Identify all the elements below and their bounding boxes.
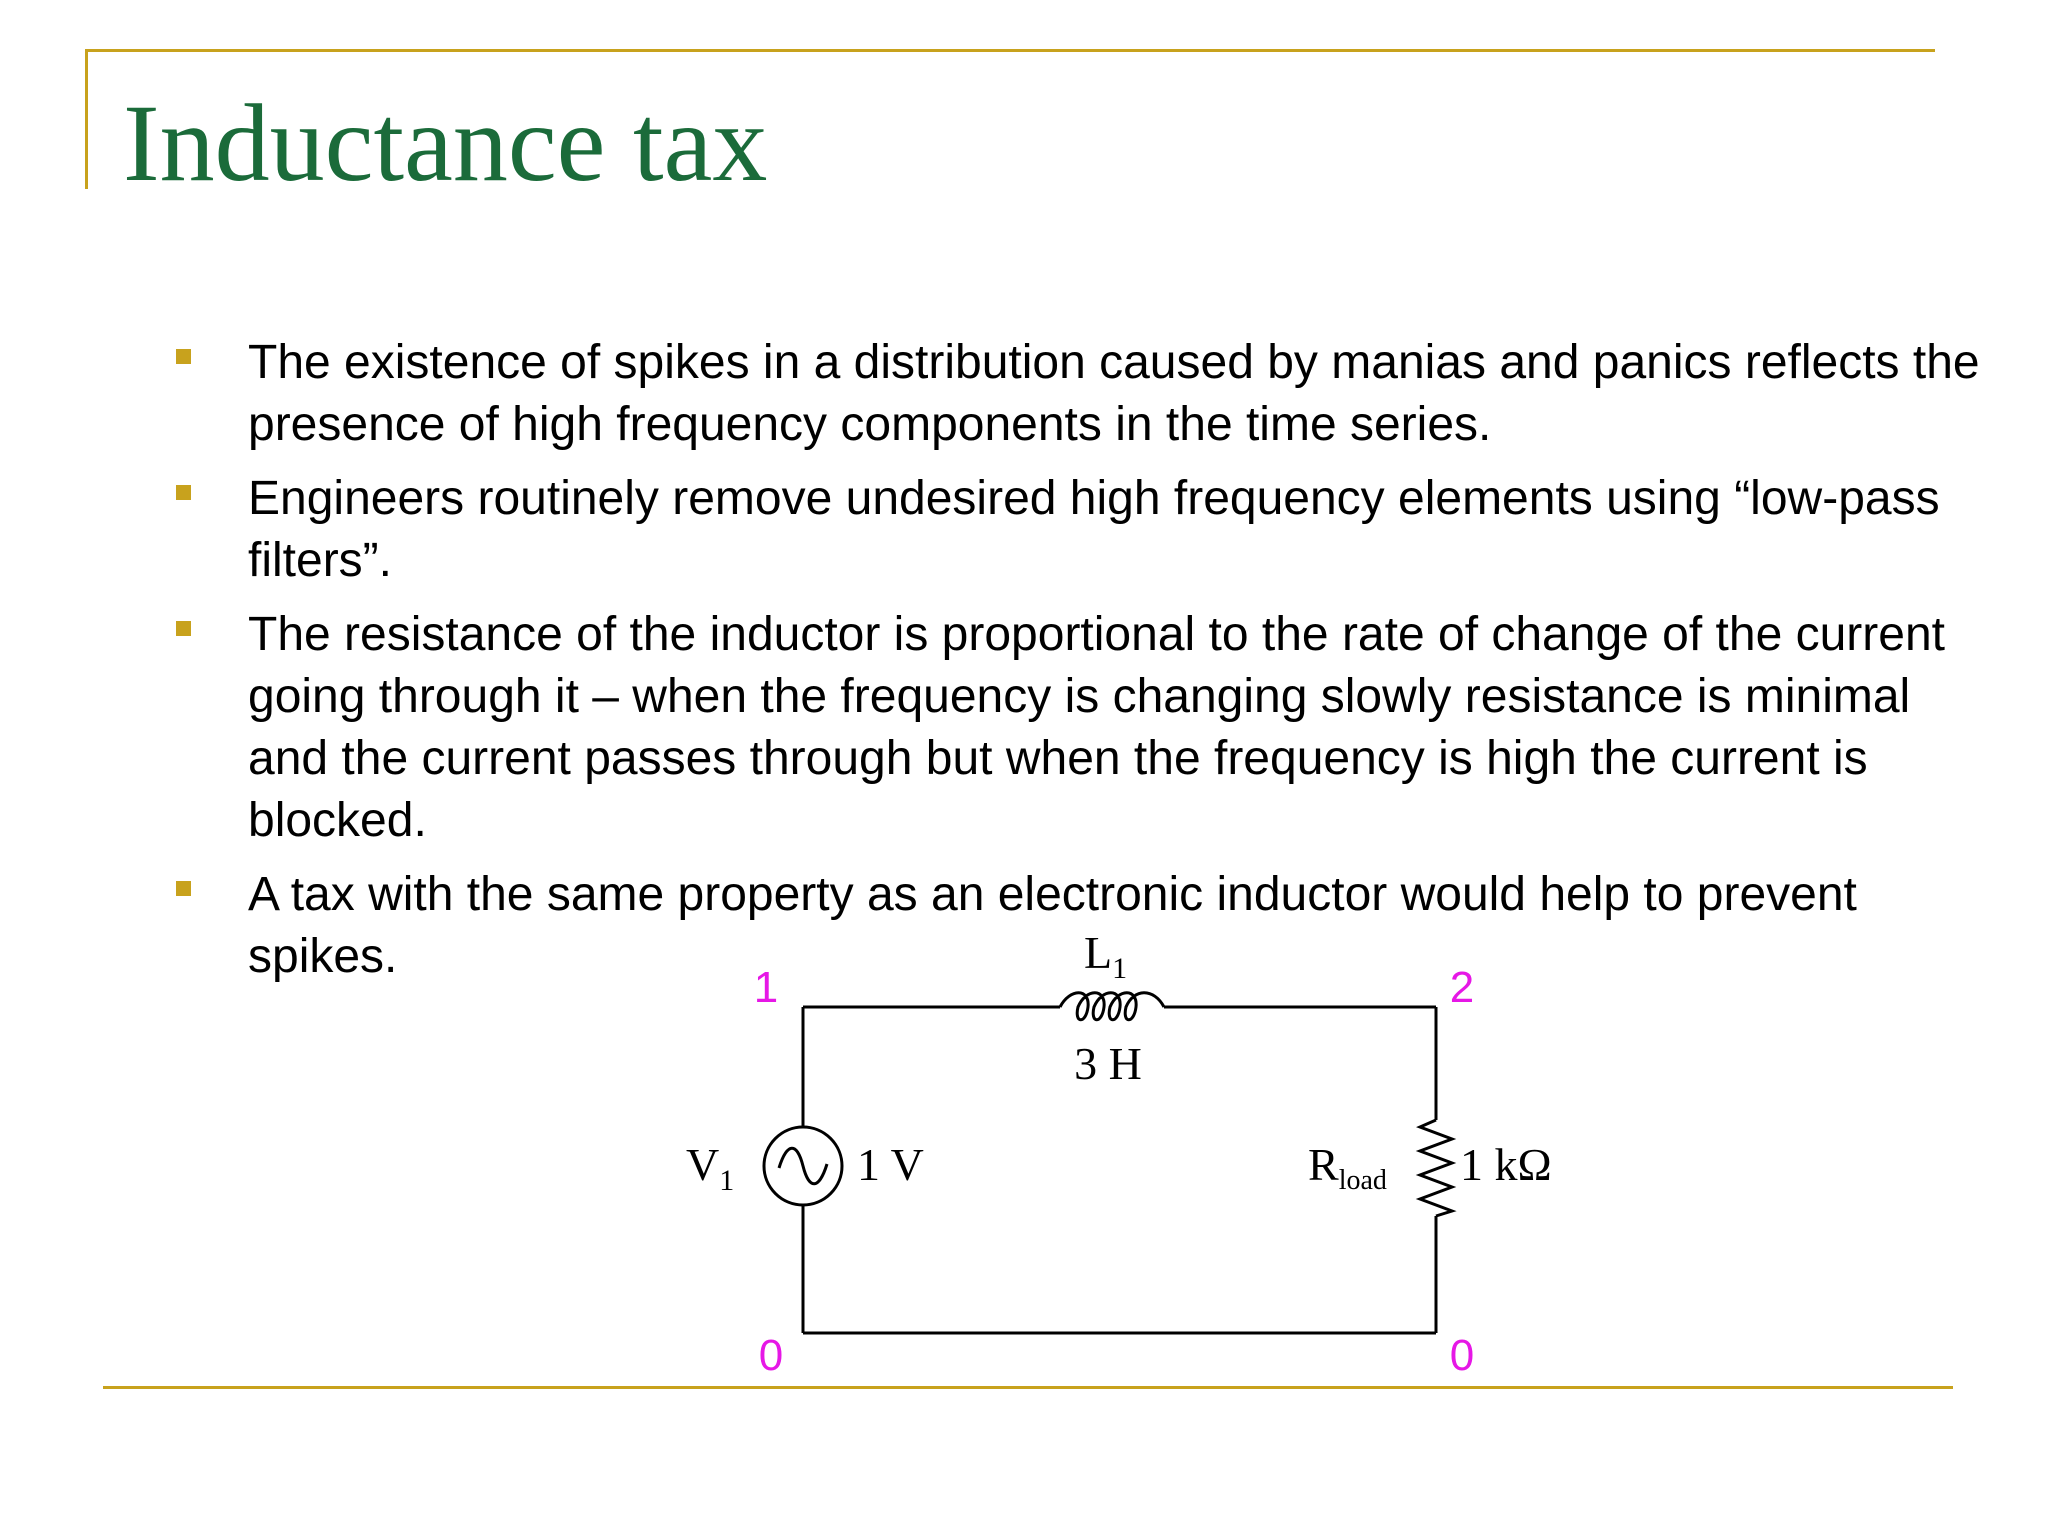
resistor-icon <box>1420 1120 1452 1216</box>
resistor-subscript: load <box>1338 1165 1387 1196</box>
resistor-label <box>1308 1139 1387 1196</box>
source-name: V <box>686 1139 720 1190</box>
inductor-name: L <box>1084 927 1113 978</box>
bullet-text: A tax with the same property as an electronic inductor would help to prevent spikes. <box>248 868 1857 983</box>
source-value: 1 V <box>857 1139 924 1190</box>
inductor-icon <box>1060 993 1164 1020</box>
bullet-text: Engineers routinely remove undesired high frequency elements using “low-pass filters”. <box>248 472 1940 587</box>
resistor-name: R <box>1308 1139 1339 1190</box>
inductor-value: 3 H <box>1074 1038 1142 1089</box>
source-label <box>686 1139 734 1197</box>
source-subscript: 1 <box>719 1164 735 1197</box>
bullet-text: The existence of spikes in a distribution caused by manias and panics reflects the presence of high frequency components in the time series. <box>248 336 1980 451</box>
inductor-label <box>1084 927 1127 985</box>
node-label-ground-right: 0 <box>1449 1331 1475 1380</box>
slide-title: Inductance tax <box>123 82 768 204</box>
node-label-1: 1 <box>753 963 779 1012</box>
frame-bottom-line <box>103 1386 1953 1389</box>
inductor-subscript: 1 <box>1112 952 1128 985</box>
resistor-value: 1 kΩ <box>1460 1139 1552 1190</box>
ac-source-icon <box>764 1127 842 1205</box>
node-label-ground-left: 0 <box>758 1331 784 1380</box>
node-label-2: 2 <box>1449 963 1475 1012</box>
bullet-text: The resistance of the inductor is proportional to the rate of change of the current going through it – when the frequency is changing slowly resistance is minimal and the current passes through but when the frequency is high the current is blocked. <box>248 608 1945 847</box>
